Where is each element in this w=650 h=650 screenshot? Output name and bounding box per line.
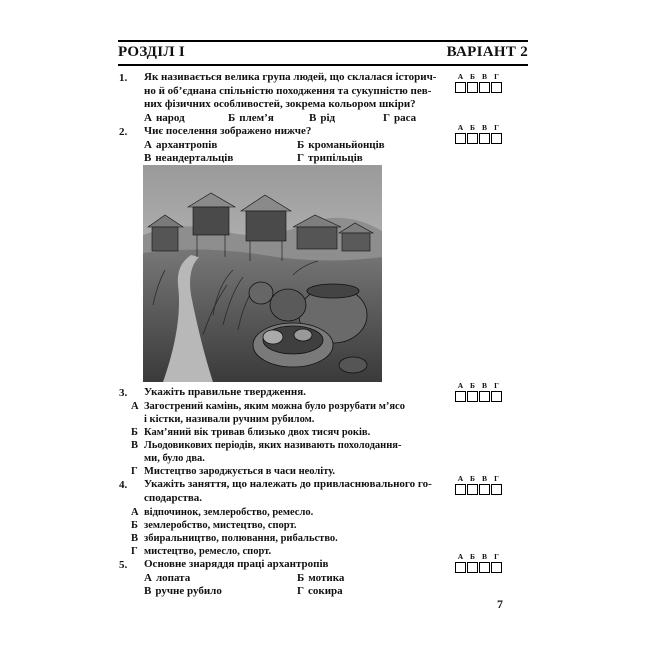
answer-cell-c[interactable] [479,484,490,495]
question-2-text: Чиє поселення зображено нижче? [144,125,312,137]
answer-cell-b[interactable] [467,391,478,402]
answer-cell-a[interactable] [455,484,466,495]
answer-grid-q4: А Б В Г [455,474,503,496]
answer-grid-q2: А Б В Г [455,123,503,145]
question-3-option-d[interactable]: Г Мистецтво зароджується в часи неоліту. [131,466,336,477]
question-1-option-a[interactable]: А народ [144,112,185,124]
answer-cell-c[interactable] [479,133,490,144]
question-1-option-b[interactable]: Б плем’я [228,112,274,124]
answer-grid-q1: А Б В Г [455,72,503,94]
question-5-option-d[interactable]: Г сокира [297,585,343,597]
question-3-number: 3. [119,387,128,399]
question-5-number: 5. [119,559,128,571]
answer-cell-c[interactable] [479,82,490,93]
answer-grid-q5: А Б В Г [455,552,503,574]
question-5-text: Основне знаряддя праці архантропів [144,558,329,570]
question-1-text: Як називається велика група людей, що склалася історич- но й об’єднана спільністю походження та сукупністю пев- них фізичних особливостей, зокрема кольором шкіри? [144,71,437,110]
answer-cell-d[interactable] [491,82,502,93]
question-4-option-c[interactable]: В збиральництво, полювання, рибальство. [131,533,338,544]
settlement-illustration [143,165,382,382]
answer-cell-d[interactable] [491,484,502,495]
question-1-option-d[interactable]: Г раса [383,112,417,124]
answer-cell-b[interactable] [467,484,478,495]
variant-title: ВАРІАНТ 2 [446,44,528,60]
question-1-option-c[interactable]: В рід [309,112,336,124]
question-2-option-d[interactable]: Г трипільців [297,152,363,164]
question-5-option-a[interactable]: А лопата [144,572,191,584]
question-4-number: 4. [119,479,128,491]
question-3-option-a[interactable]: А Загострений камінь, яким можна було розрубати м’ясо і кістки, називали ручним рубилом. [131,401,405,425]
answer-cell-b[interactable] [467,82,478,93]
question-2-option-c[interactable]: В неандертальців [144,152,234,164]
answer-grid-q3: А Б В Г [455,381,503,403]
question-3-text: Укажіть правильне твердження. [144,386,306,398]
answer-cell-a[interactable] [455,133,466,144]
answer-cell-a[interactable] [455,82,466,93]
question-2-option-b[interactable]: Б кроманьйонців [297,139,385,151]
answer-cell-c[interactable] [479,562,490,573]
question-1-number: 1. [119,72,128,84]
question-4-option-d[interactable]: Г мистецтво, ремесло, спорт. [131,546,272,557]
section-title: РОЗДІЛ І [118,44,186,60]
section-header [118,40,528,66]
question-5-option-c[interactable]: В ручне рубило [144,585,222,597]
question-2-option-a[interactable]: А архантропів [144,139,218,151]
answer-cell-a[interactable] [455,562,466,573]
question-4-option-a[interactable]: А відпочинок, землеробство, ремесло. [131,507,314,518]
question-4-text: Укажіть заняття, що належать до привласнювального го- сподарства. [144,478,432,504]
question-5-option-b[interactable]: Б мотика [297,572,345,584]
answer-cell-d[interactable] [491,133,502,144]
question-3-option-c[interactable]: В Льодовикових періодів, яких називають похолодання- ми, було два. [131,440,402,464]
answer-cell-d[interactable] [491,562,502,573]
answer-cell-a[interactable] [455,391,466,402]
answer-cell-b[interactable] [467,562,478,573]
answer-cell-c[interactable] [479,391,490,402]
question-4-option-b[interactable]: Б землеробство, мистецтво, спорт. [131,520,297,531]
question-2-number: 2. [119,126,128,138]
question-3-option-b[interactable]: Б Кам’яний вік тривав близько двох тисяч років. [131,427,371,438]
answer-cell-b[interactable] [467,133,478,144]
answer-cell-d[interactable] [491,391,502,402]
page-number: 7 [497,597,503,611]
